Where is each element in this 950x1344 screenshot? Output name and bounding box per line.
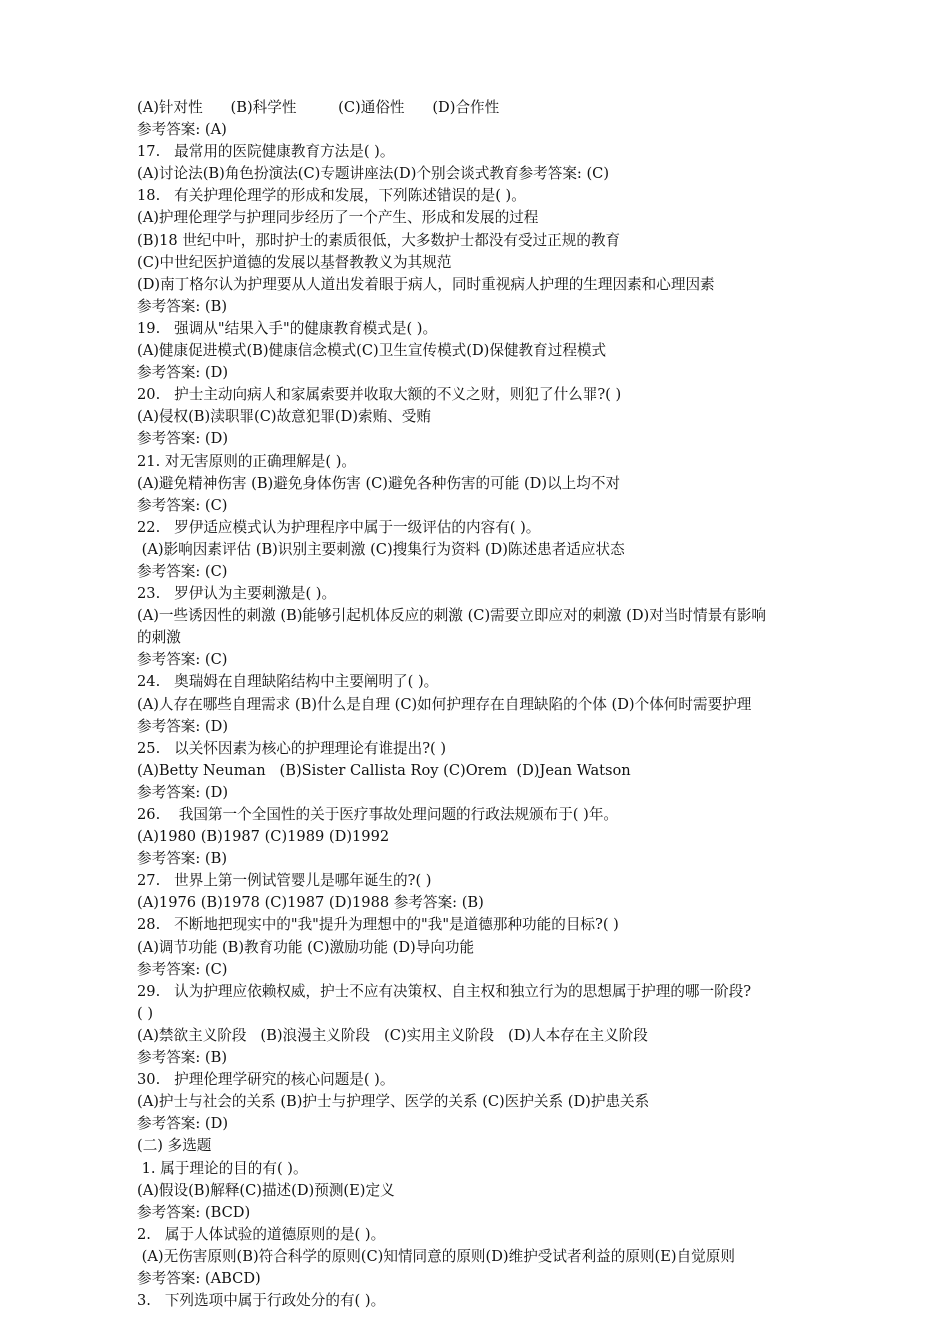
text-line: (A)调节功能 (B)教育功能 (C)激励功能 (D)导向功能 bbox=[137, 938, 475, 956]
text-line: (A)一些诱因性的刺激 (B)能够引起机体反应的刺激 (C)需要立即应对的刺激 (D)对当时情景有影响 bbox=[137, 607, 766, 625]
text-line: 参考答案: (B) bbox=[137, 850, 228, 868]
text-line: (A)假设(B)解释(C)描述(D)预测(E)定义 bbox=[137, 1181, 395, 1199]
text-line: 27. 世界上第一例试管婴儿是哪年诞生的?( ) bbox=[137, 872, 432, 890]
text-line: 的刺激 bbox=[137, 629, 181, 647]
text-line: 参考答案: (B) bbox=[137, 297, 228, 315]
text-line: 26. 我国第一个全国性的关于医疗事故处理问题的行政法规颁布于( )年。 bbox=[137, 806, 619, 823]
text-line: (D)南丁格尔认为护理要从人道出发着眼于病人，同时重视病人护理的生理因素和心理因素 bbox=[137, 275, 715, 293]
text-line: 3. 下列选项中属于行政处分的有( )。 bbox=[137, 1292, 386, 1310]
text-line: 参考答案: (D) bbox=[137, 717, 229, 735]
text-line: (A)无伤害原则(B)符合科学的原则(C)知情同意的原则(D)维护受试者利益的原则(E)自觉原则 bbox=[137, 1247, 735, 1265]
text-line: (A)Betty Neuman (B)Sister Callista Roy (C)Orem (D)Jean Watson bbox=[137, 761, 631, 779]
text-line: (A)1980 (B)1987 (C)1989 (D)1992 bbox=[137, 828, 390, 846]
text-line: 20. 护士主动向病人和家属索要并收取大额的不义之财，则犯了什么罪?( ) bbox=[137, 386, 622, 404]
text-line: 1. 属于理论的目的有( )。 bbox=[137, 1159, 308, 1177]
text-line: (A)健康促进模式(B)健康信念模式(C)卫生宣传模式(D)保健教育过程模式 bbox=[137, 342, 607, 360]
text-line: ( ) bbox=[137, 1004, 154, 1022]
text-line: 24. 奥瑞姆在自理缺陷结构中主要阐明了( )。 bbox=[137, 673, 439, 691]
text-line: (A)护士与社会的关系 (B)护士与护理学、医学的关系 (C)医护关系 (D)护患关系 bbox=[137, 1093, 650, 1111]
text-line: 参考答案: (C) bbox=[137, 960, 228, 978]
text-line: 参考答案: (B) bbox=[137, 1049, 228, 1067]
text-line: 17. 最常用的医院健康教育方法是( )。 bbox=[137, 143, 395, 161]
text-line: (A)讨论法(B)角色扮演法(C)专题讲座法(D)个别会谈式教育参考答案: (C) bbox=[137, 165, 610, 183]
text-line: 参考答案: (D) bbox=[137, 783, 229, 801]
text-line: (A)避免精神伤害 (B)避免身体伤害 (C)避免各种伤害的可能 (D)以上均不对 bbox=[137, 474, 621, 492]
text-line: 23. 罗伊认为主要刺激是( )。 bbox=[137, 585, 337, 603]
text-line: 25. 以关怀因素为核心的护理理论有谁提出?( ) bbox=[137, 739, 447, 757]
text-line: 参考答案: (D) bbox=[137, 364, 229, 382]
text-line: 参考答案: (D) bbox=[137, 430, 229, 448]
text-line: 28. 不断地把现实中的"我"提升为理想中的"我"是道德那种功能的目标?( ) bbox=[137, 916, 619, 934]
text-line: (A)侵权(B)渎职罪(C)故意犯罪(D)索贿、受贿 bbox=[137, 408, 431, 426]
text-line: 30. 护理伦理学研究的核心问题是( )。 bbox=[137, 1071, 395, 1089]
text-line: (A)禁欲主义阶段 (B)浪漫主义阶段 (C)实用主义阶段 (D)人本存在主义阶段 bbox=[137, 1026, 648, 1044]
text-line: (A)护理伦理学与护理同步经历了一个产生、形成和发展的过程 bbox=[137, 209, 539, 227]
text-line: 22. 罗伊适应模式认为护理程序中属于一级评估的内容有( )。 bbox=[137, 518, 541, 536]
text-line: 参考答案: (C) bbox=[137, 562, 228, 580]
text-line: 参考答案: (ABCD) bbox=[137, 1269, 261, 1287]
text-line: (C)中世纪医护道德的发展以基督教教义为其规范 bbox=[137, 253, 452, 271]
text-line: 18. 有关护理伦理学的形成和发展，下列陈述错误的是( )。 bbox=[137, 187, 526, 205]
text-line: 参考答案: (BCD) bbox=[137, 1203, 251, 1221]
text-line: (B)18 世纪中叶，那时护士的素质很低，大多数护士都没有受过正规的教育 bbox=[137, 231, 621, 249]
text-line: 参考答案: (C) bbox=[137, 651, 228, 669]
text-line: (二) 多选题 bbox=[137, 1137, 212, 1155]
text-line: (A)影响因素评估 (B)识别主要刺激 (C)搜集行为资料 (D)陈述患者适应状态 bbox=[137, 540, 625, 558]
text-line: 参考答案: (A) bbox=[137, 121, 227, 139]
text-line: (A)针对性 (B)科学性 (C)通俗性 (D)合作性 bbox=[137, 99, 500, 116]
text-line: 29. 认为护理应依赖权威，护士不应有决策权、自主权和独立行为的思想属于护理的哪一阶段? bbox=[137, 982, 752, 1000]
text-line: 参考答案: (C) bbox=[137, 496, 228, 514]
text-line: 参考答案: (D) bbox=[137, 1115, 229, 1133]
text-line: 19. 强调从"结果入手"的健康教育模式是( )。 bbox=[137, 319, 438, 337]
text-line: (A)人存在哪些自理需求 (B)什么是自理 (C)如何护理存在自理缺陷的个体 (D)个体何时需要护理 bbox=[137, 695, 752, 713]
text-line: (A)1976 (B)1978 (C)1987 (D)1988 参考答案: (B) bbox=[137, 894, 484, 912]
text-line: 21. 对无害原则的正确理解是( )。 bbox=[137, 452, 356, 470]
document-body bbox=[137, 97, 897, 1312]
text-line: 2. 属于人体试验的道德原则的是( )。 bbox=[137, 1225, 386, 1243]
